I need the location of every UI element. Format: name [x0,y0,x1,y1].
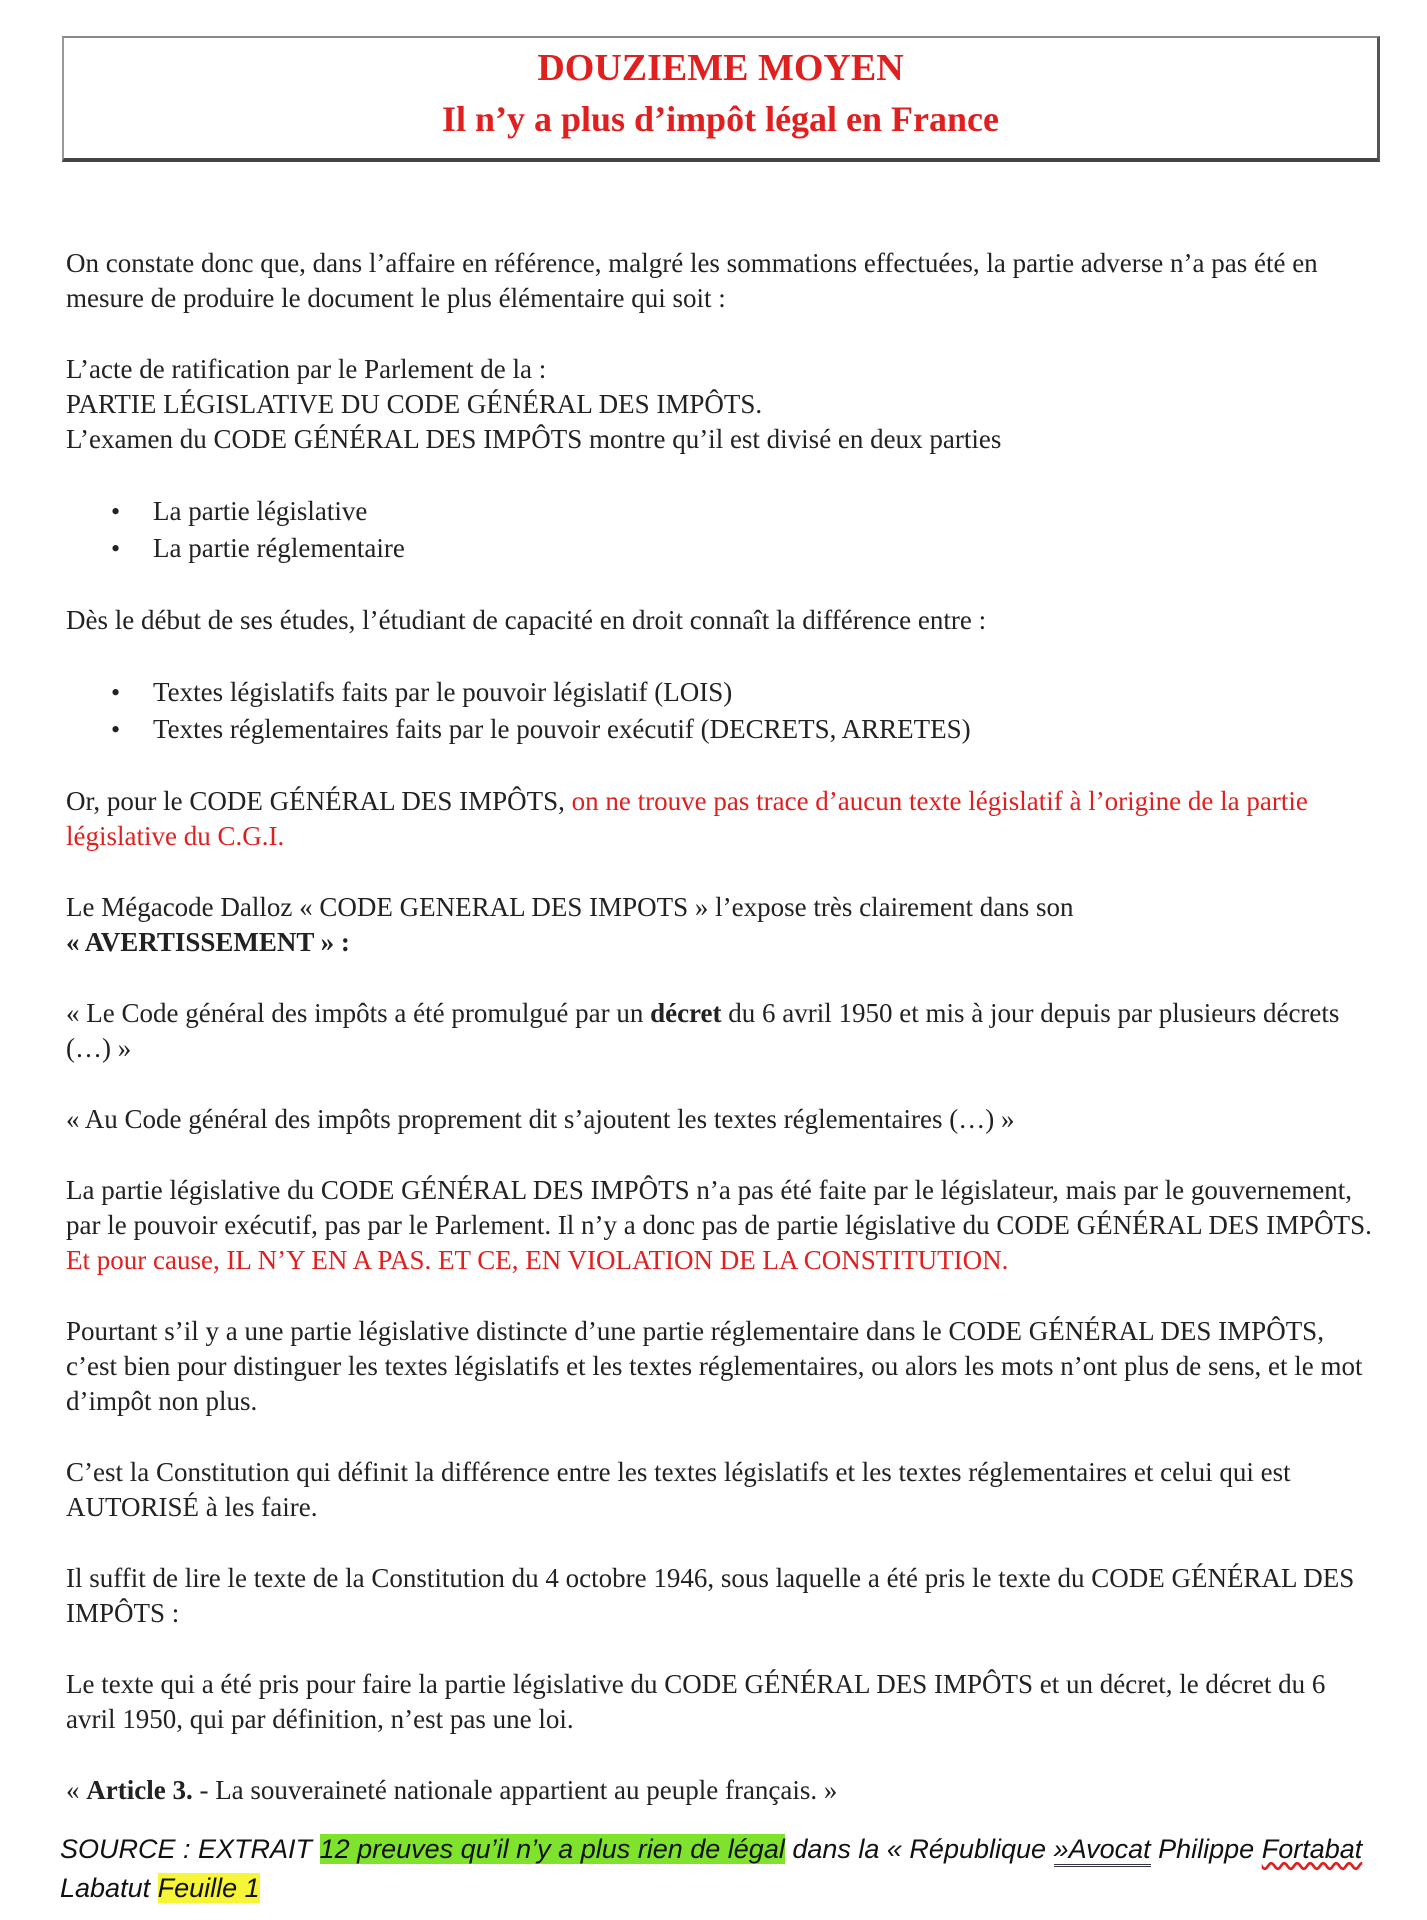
paragraph-distinction: Pourtant s’il y a une partie législative distincte d’une partie réglementaire dans le CODE GÉNÉRAL DES IMPÔTS, c’est bien pour distinguer les textes législatifs et les textes réglementaires, ou alors les mots n’ont plus de sens, et le mot d’impôt non plus. [66,1316,1363,1416]
legislative-part-text: La partie législative du CODE GÉNÉRAL DES IMPÔTS n’a pas été faite par le législateur, mais par le gouvernement, par le pouvoir exécutif, pas par le Parlement. Il n’y a donc pas de partie législative du CODE GÉNÉRAL DES IMPÔTS. [66,1175,1372,1240]
no-trace-lead: Or, pour le CODE GÉNÉRAL DES IMPÔTS, [66,786,565,816]
quote-promulgation-end: du 6 avril 1950 et mis à jour depuis par plusieurs décrets (…) » [66,998,1340,1063]
article-3-bold: Article 3. [86,1775,193,1805]
source-name-2: Labatut [60,1873,158,1903]
paragraph-decret-1950: Le texte qui a été pris pour faire la partie législative du CODE GÉNÉRAL DES IMPÔTS et un décret, le décret du 6 avril 1950, qui par définition, n’est pas une loi. [66,1669,1326,1734]
ratification-line-3: L’examen du CODE GÉNÉRAL DES IMPÔTS montre qu’il est divisé en deux parties [66,424,1002,454]
quote-article-3 [66,1773,1376,1808]
paragraph-intro: On constate donc que, dans l’affaire en référence, malgré les sommations effectuées, la partie adverse n’a pas été en mesure de produire le document le plus élémentaire qui soit : [66,248,1318,313]
quote-promulgation [66,996,1376,1066]
source-highlight-green: 12 preuves qu’il n’y a plus rien de légal [319,1834,785,1864]
source-name-wavy: Fortabat [1261,1834,1363,1864]
list-item: • La partie réglementaire [66,530,1376,567]
source-highlight-yellow: Feuille 1 [157,1873,260,1903]
source-name-1: Philippe [1150,1834,1262,1864]
list-item: • Textes réglementaires faits par le pouvoir exécutif (DECRETS, ARRETES) [66,711,1376,748]
bullet-list-parts [66,493,1376,567]
paragraph-constitution-1946: Il suffit de lire le texte de la Constitution du 4 octobre 1946, sous laquelle a été pris le texte du CODE GÉNÉRAL DES IMPÔTS : [66,1563,1355,1628]
paragraph-constitution: C’est la Constitution qui définit la différence entre les textes législatifs et les textes réglementaires et celui qui est AUTORISÉ à les faire. [66,1457,1291,1522]
megacode-line-1: Le Mégacode Dalloz « CODE GENERAL DES IMPOTS » l’expose très clairement dans son [66,892,1074,922]
quote-promulgation-start: « Le Code général des impôts a été promulgué par un [66,998,651,1028]
source-prefix: SOURCE : EXTRAIT [60,1834,320,1864]
ratification-line-2: PARTIE LÉGISLATIVE DU CODE GÉNÉRAL DES IMPÔTS. [66,389,763,419]
ratification-line-1: L’acte de ratification par le Parlement de la : [66,354,547,384]
article-3-text: - La souveraineté nationale appartient au peuple français. » [192,1775,838,1805]
violation-red-text: Et pour cause, IL N’Y EN A PAS. ET CE, EN VIOLATION DE LA CONSTITUTION. [66,1245,1009,1275]
document-body [66,246,1376,1808]
list-item: • Textes législatifs faits par le pouvoir législatif (LOIS) [66,674,1376,711]
title-subheading: Il n’y a plus d’impôt légal en France [441,99,999,139]
source-middle: dans la « République [784,1834,1054,1864]
list-item: • La partie législative [66,493,1376,530]
article-3-open: « [66,1775,87,1805]
megacode-avertissement: « AVERTISSEMENT » : [66,927,350,957]
quote-decret-bold: décret [650,998,722,1028]
title-heading: DOUZIEME MOYEN [537,47,904,89]
title-box [62,36,1380,162]
quote-reglementaires: « Au Code général des impôts proprement dit s’ajoutent les textes réglementaires (…) » [66,1104,1015,1134]
paragraph-no-trace [66,784,1376,854]
paragraph-megacode [66,890,1376,960]
source-caption [60,1830,1390,1908]
no-trace-red-text: on ne trouve pas trace d’aucun texte législatif à l’origine de la partie législative du C.G.I. [66,786,1308,851]
source-underlined-avocat: »Avocat [1054,1834,1151,1867]
paragraph-student: Dès le début de ses études, l’étudiant de capacité en droit connaît la différence entre : [66,605,987,635]
paragraph-ratification [66,352,1376,457]
bullet-list-texts [66,674,1376,748]
paragraph-legislative-part [66,1173,1376,1278]
